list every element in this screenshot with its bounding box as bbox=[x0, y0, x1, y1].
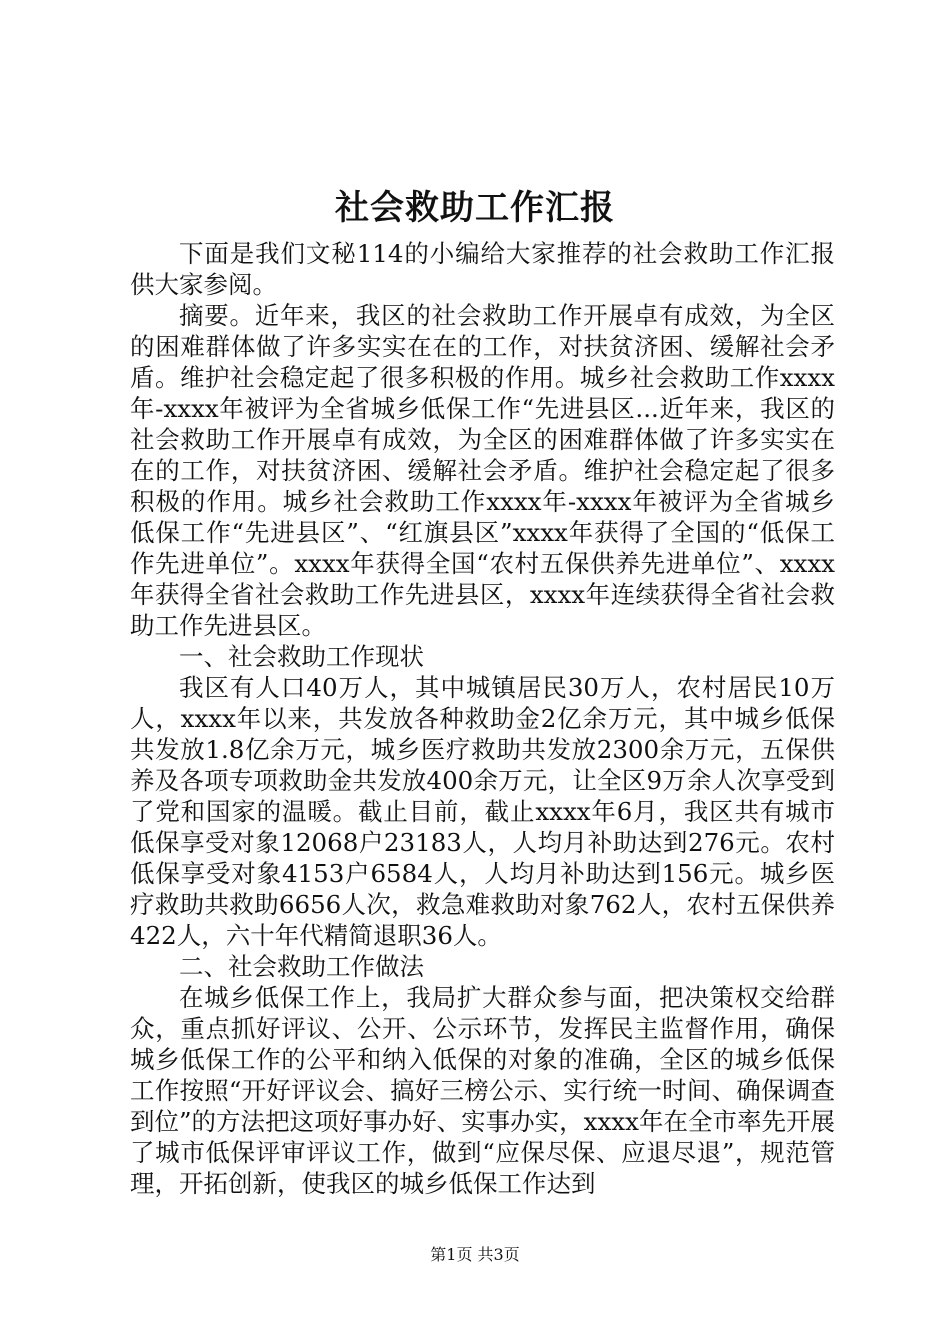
paragraph-methods: 在城乡低保工作上，我局扩大群众参与面，把决策权交给群众，重点抓好评议、公开、公示环节，发挥民主监督作用，确保城乡低保工作的公平和纳入低保的对象的准确，全区的城乡低保工作按照“开好评议会、搞好三榜公示、实行统一时间、确保调查到位”的方法把这项好事办好、实事办实，xxxx年在全市率先开展了城市低保评审评议工作，做到“应保尽保、应退尽退”，规范管理，开拓创新，使我区的城乡低保工作达到 bbox=[130, 983, 835, 1198]
section-heading-methods: 二、社会救助工作做法 bbox=[179, 952, 424, 981]
page-footer: 第1页 共3页 bbox=[430, 1245, 520, 1264]
paragraph-abstract: 摘要。近年来，我区的社会救助工作开展卓有成效，为全区的困难群体做了许多实实在在的工作，对扶贫济困、缓解社会矛盾。维护社会稳定起了很多积极的作用。城乡社会救助工作xxxx年-xxxx年被评为全省城乡低保工作“先进县区...近年来，我区的社会救助工作开展卓有成效，为全区的困难群体做了许多实实在在的工作，对扶贫济困、缓解社会矛盾。维护社会稳定起了很多积极的作用。城乡社会救助工作xxxx年-xxxx年被评为全省城乡低保工作“先进县区”、“红旗县区”xxxx年获得了全国的“低保工作先进单位”。xxxx年获得全国“农村五保供养先进单位”、xxxx年获得全省社会救助工作先进县区，xxxx年连续获得全省社会救助工作先进县区。 bbox=[130, 301, 835, 640]
paragraph-status: 我区有人口40万人，其中城镇居民30万人，农村居民10万人，xxxx年以来，共发放各种救助金2亿余万元，其中城乡低保共发放1.8亿余万元，城乡医疗救助共发放2300余万元，五保供养及各项专项救助金共发放400余万元，让全区9万余人次享受到了党和国家的温暖。截止目前，截止xxxx年6月，我区共有城市低保享受对象12068户23183人，人均月补助达到276元。农村低保享受对象4153户6584人，人均月补助达到156元。城乡医疗救助共救助6656人次，救急难救助对象762人，农村五保供养422人，六十年代精简退职36人。 bbox=[130, 673, 835, 950]
section-heading-status: 一、社会救助工作现状 bbox=[179, 642, 424, 671]
document-title: 社会救助工作汇报 bbox=[335, 188, 615, 228]
paragraph-intro: 下面是我们文秘114的小编给大家推荐的社会救助工作汇报供大家参阅。 bbox=[130, 239, 835, 299]
document-body bbox=[130, 238, 835, 1199]
